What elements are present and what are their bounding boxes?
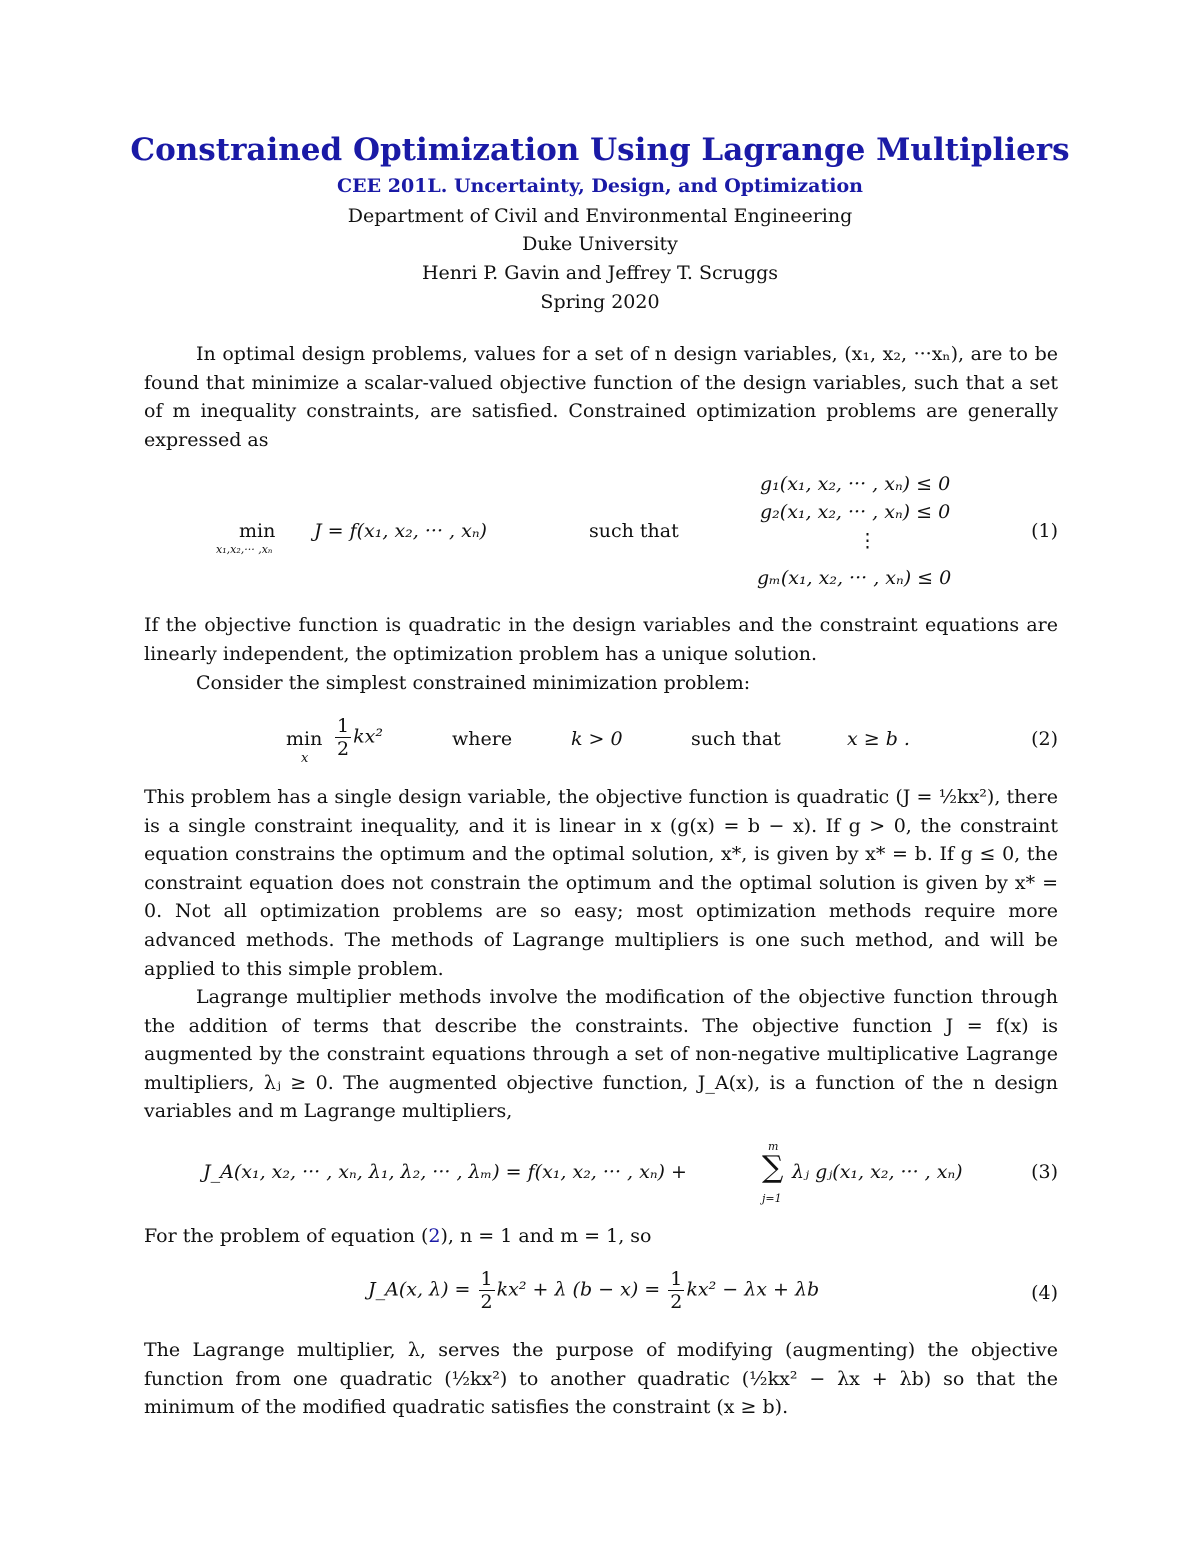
eq2-k-condition: k > 0 bbox=[571, 728, 623, 750]
eq1-such-that: such that bbox=[589, 520, 679, 542]
eq2-expr: kx² bbox=[353, 725, 383, 748]
eq4-tail: kx² − λx + λb bbox=[686, 1278, 820, 1301]
eq2-min-subscript: x bbox=[301, 751, 309, 766]
eq3-number: (3) bbox=[1031, 1161, 1058, 1183]
eq1-constraint-2: g₂(x₁, x₂, ··· , xₙ) ≤ 0 bbox=[760, 501, 951, 523]
eq4-half-2: $\frac{1}{2}$ bbox=[670, 1268, 683, 1313]
paragraph-single-variable: This problem has a single design variable, the objective function is quadratic (J = ½kx²), there is a single constraint inequality, and it is linear in x (g(x) = b − x). If g > 0, the constraint equation constrains the optimum and the optimal solution, x*, is given by x* = b. If g ≤ 0, the constraint equation does not constrain the optimum and the optimal solution is given by x* = 0. Not all optimization problems are so easy; most optimization methods require more advanced methods. The methods of Lagrange multipliers is one such method, and will be applied to this simple problem. bbox=[144, 786, 1058, 980]
eq4-lhs: J_A(x, λ) = bbox=[368, 1278, 471, 1301]
eq1-constraint-m: gₘ(x₁, x₂, ··· , xₙ) ≤ 0 bbox=[757, 567, 952, 589]
eq2-where: where bbox=[452, 728, 513, 750]
eq3-sum-lower: j=1 bbox=[762, 1192, 782, 1205]
eq2-min: min bbox=[286, 728, 323, 750]
eq1-vdots: ⋮ bbox=[858, 530, 877, 552]
authors: Henri P. Gavin and Jeffrey T. Scruggs bbox=[421, 262, 779, 284]
eq2-half: $\frac{1}{2}$ bbox=[337, 715, 350, 760]
eq1-min: min bbox=[239, 520, 276, 542]
paragraph-lagrange-multiplier: The Lagrange multiplier, λ, serves the purpose of modifying (augmenting) the objective function from one quadratic (½kx²) to another quadratic (½kx² − λx + λb) so that the minimum of the modified quadratic satisfies the constraint (x ≥ b). bbox=[144, 1339, 1058, 1419]
eq1-min-subscript: x₁,x₂,··· ,xₙ bbox=[216, 543, 273, 556]
paragraph-for-problem: For the problem of equation (2), n = 1 and m = 1, so bbox=[144, 1225, 652, 1247]
eq4-body bbox=[368, 1268, 819, 1313]
eq2-x-condition: x ≥ b . bbox=[847, 728, 910, 750]
eq4-half-1: $\frac{1}{2}$ bbox=[480, 1268, 493, 1313]
university: Duke University bbox=[522, 233, 678, 255]
eq4-mid: kx² + λ (b − x) = bbox=[496, 1278, 661, 1301]
eq4-number: (4) bbox=[1031, 1282, 1058, 1304]
eq1-constraint-1: g₁(x₁, x₂, ··· , xₙ) ≤ 0 bbox=[760, 473, 951, 495]
paragraph-simplest: Consider the simplest constrained minimization problem: bbox=[196, 672, 751, 694]
eq2-number: (2) bbox=[1031, 728, 1058, 750]
equation-2-link[interactable]: 2 bbox=[428, 1225, 441, 1247]
eq1-objective: J = f(x₁, x₂, ··· , xₙ) bbox=[314, 520, 487, 542]
document-title: Constrained Optimization Using Lagrange Multipliers bbox=[130, 132, 1070, 168]
eq1-number: (1) bbox=[1031, 520, 1058, 542]
eq3-sum-symbol: ∑ bbox=[762, 1150, 784, 1185]
paragraph-lagrange-methods: Lagrange multiplier methods involve the modification of the objective function through the addition of terms that describe the constraints. The objective function J = f(x) is augmented by the constraint equations through a set of non-negative multiplicative Lagrange multipliers, λⱼ ≥ 0. The augmented objective function, J_A(x), is a function of the n design variables and m Lagrange multipliers, bbox=[144, 986, 1058, 1123]
term: Spring 2020 bbox=[540, 291, 660, 313]
eq3-sum-upper: m bbox=[768, 1140, 779, 1153]
eq3-lhs: J_A(x₁, x₂, ··· , xₙ, λ₁, λ₂, ··· , λₘ) = f(x₁, x₂, ··· , xₙ) + bbox=[203, 1161, 687, 1183]
eq2-such-that: such that bbox=[691, 728, 781, 750]
paragraph-intro: In optimal design problems, values for a set of n design variables, (x₁, x₂, ···xₙ), are to be found that minimize a scalar-valued objective function of the design variables, such that a set of m inequality constraints, are satisfied. Constrained optimization problems are generally expressed as bbox=[144, 343, 1058, 451]
department: Department of Civil and Environmental Engineering bbox=[347, 205, 853, 227]
paragraph-quadratic: If the objective function is quadratic in the design variables and the constraint equations are linearly independent, the optimization problem has a unique solution. bbox=[144, 614, 1058, 665]
eq2-fraction bbox=[333, 715, 383, 760]
eq3-rhs: λⱼ gⱼ(x₁, x₂, ··· , xₙ) bbox=[792, 1161, 963, 1183]
course-name: CEE 201L. Uncertainty, Design, and Optimization bbox=[337, 175, 863, 197]
